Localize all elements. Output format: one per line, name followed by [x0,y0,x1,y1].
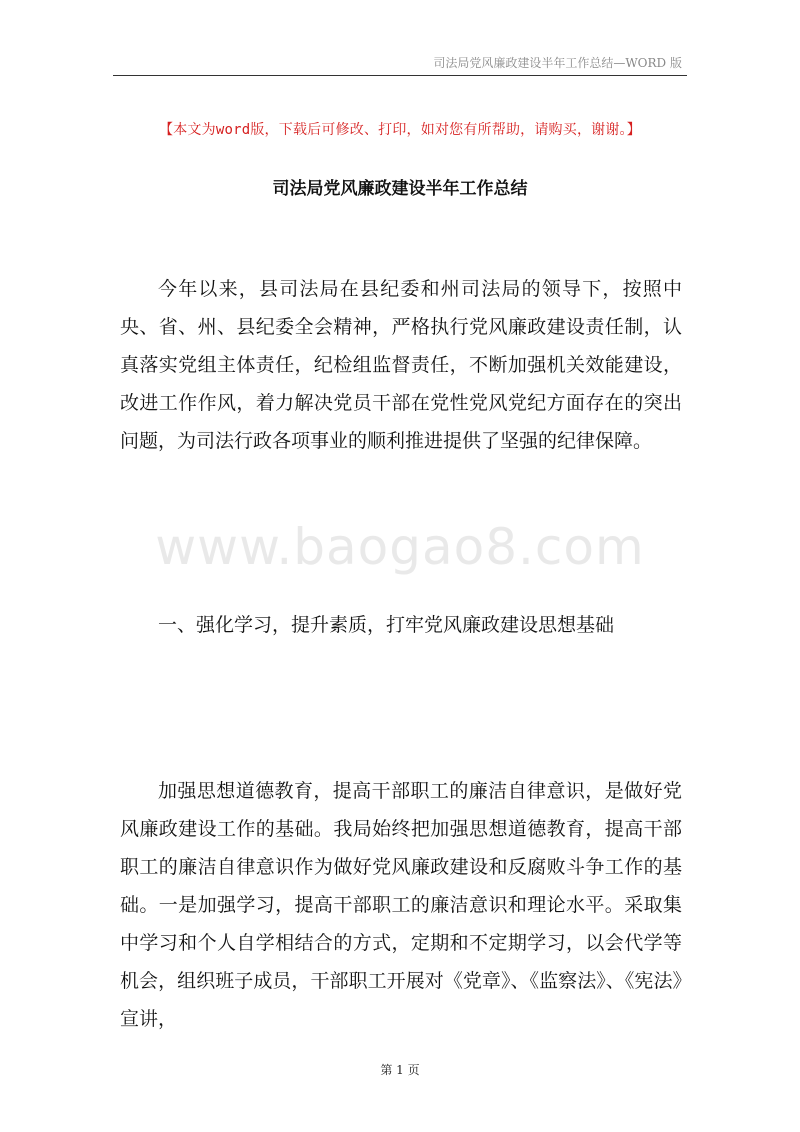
watermark: www.baogao8.com [155,518,645,576]
header-rule [113,75,687,76]
section-heading-1: 一、强化学习，提升素质，打牢党风廉政建设思想基础 [158,614,615,636]
intro-paragraph: 今年以来，县司法局在县纪委和州司法局的领导下，按照中央、省、州、县纪委全会精神，严格执行党风廉政建设责任制，认真落实党组主体责任，纪检组监督责任，不断加强机关效能建设，改进工作作风，着力解决党员干部在党性党风党纪方面存在的突出问题，为司法行政各项事业的顺利推进提供了坚强的纪律保障。 [120,278,682,452]
running-header: 司法局党风廉政建设半年工作总结—WORD 版 [433,56,682,70]
page-number: 第 1 页 [380,1063,420,1077]
document-title: 司法局党风廉政建设半年工作总结 [272,179,528,199]
body-paragraph: 加强思想道德教育，提高干部职工的廉洁自律意识，是做好党风廉政建设工作的基础。我局始终把加强思想道德教育，提高干部职工的廉洁自律意识作为做好党风廉政建设和反腐败斗争工作的基础。一是加强学习，提高干部职工的廉洁意识和理论水平。采取集中学习和个人自学相结合的方式，定期和不定期学习，以会代学等机会，组织班子成员，干部职工开展对《党章》、《监察法》、《宪法》宣讲， [120,780,682,1030]
purchase-notice: 【本文为word版，下载后可修改、打印，如对您有所帮助，请购买，谢谢。】 [159,122,641,138]
